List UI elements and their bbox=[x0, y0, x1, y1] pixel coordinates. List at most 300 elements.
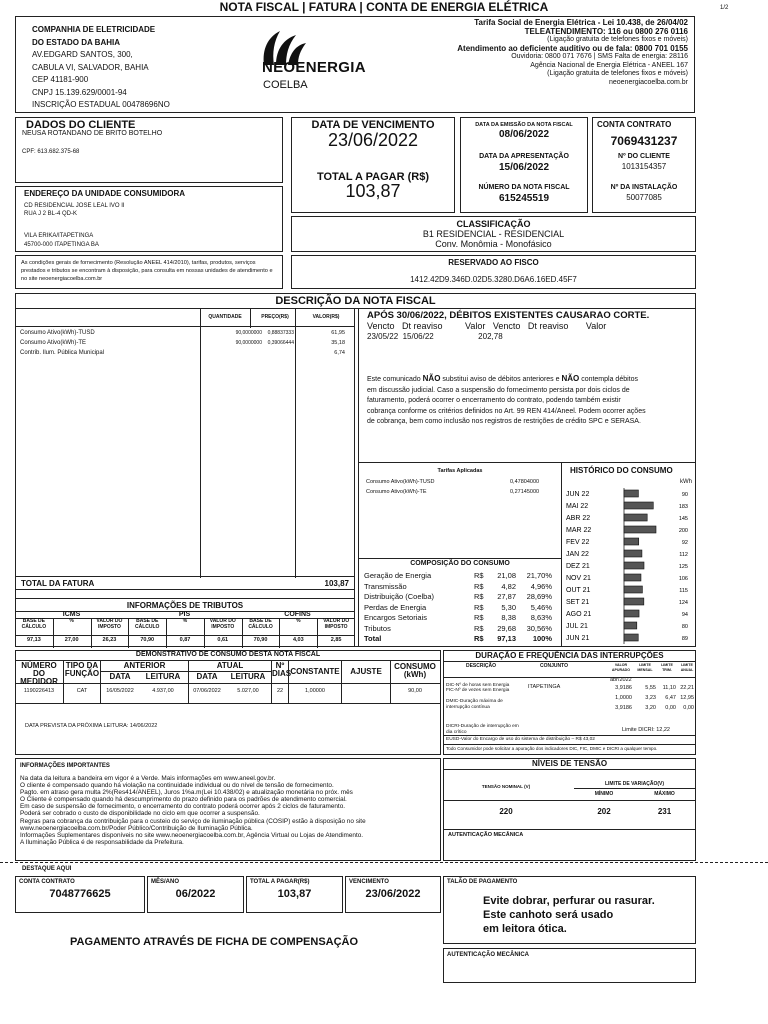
history-chart bbox=[562, 462, 696, 647]
int-desc: DMIC-Duração máxima de interrupção contínua bbox=[446, 699, 503, 710]
voltage-max-label: MÁXIMO bbox=[654, 791, 675, 797]
chart-category-label: NOV 21 bbox=[566, 575, 591, 582]
tax-col-head: VALOR DO IMPOSTO bbox=[209, 618, 236, 630]
tax-col-head: % bbox=[69, 618, 74, 624]
chart-bar bbox=[624, 622, 637, 629]
int-desc: FIC-Nº de vezes sem Energia bbox=[446, 688, 510, 693]
chart-category-label: JUN 22 bbox=[566, 491, 590, 498]
comp-currency: R$ bbox=[474, 592, 484, 601]
conditions-box bbox=[15, 255, 283, 289]
tax-group-cofins: COFINS bbox=[284, 611, 311, 618]
emission-date: 08/06/2022 bbox=[498, 129, 550, 140]
chart-value-label: 145 bbox=[678, 516, 688, 522]
divider bbox=[15, 635, 355, 636]
tax-value: 70,90 bbox=[253, 637, 268, 643]
voltage-title: NÍVEIS DE TENSÃO bbox=[531, 759, 608, 768]
comp-name: Distribuição (Coelba) bbox=[364, 592, 435, 601]
tariff-name: Consumo Ativo(kWh)-TUSD bbox=[366, 479, 435, 485]
chart-bar bbox=[624, 514, 647, 521]
cut-label: DESTAQUE AQUI bbox=[22, 866, 72, 872]
address-zip: 45700-000 ITAPETINGA BA bbox=[24, 242, 99, 248]
header-box bbox=[15, 16, 695, 113]
tax-col-head: % bbox=[182, 618, 188, 624]
total-label: TOTAL DA FATURA bbox=[21, 579, 95, 588]
voltage-min: 202 bbox=[597, 807, 611, 816]
tax-col-head: BASE DE CÁLCULO bbox=[21, 618, 47, 630]
comp-currency: R$ bbox=[474, 634, 484, 643]
contract-label: CONTA CONTRATO bbox=[597, 120, 672, 129]
comp-value: 29,68 bbox=[497, 623, 516, 633]
company-address: AV.EDGARD SANTOS, 300, CABULA VI, SALVADOR, BAHIA CEP 41181-900 CNPJ 15.139.629/0001-94 INSCRIÇÃO ESTADUAL 00478696NO bbox=[32, 50, 170, 109]
info-line: Pagto. em atraso gera multa 2%(Res414/ANEEL), Juros 1%a.m(Lei 10.438/02) e atualização monetária no próx. mês bbox=[20, 789, 353, 797]
classification-label: CLASSIFICAÇÃO bbox=[456, 219, 531, 229]
meter-prev-read: 4.937,00 bbox=[152, 688, 174, 694]
stub-month bbox=[147, 876, 244, 913]
stub-auth-box bbox=[443, 948, 696, 983]
chart-bar bbox=[624, 586, 642, 593]
tax-col-head: VALOR DO IMPOSTO bbox=[323, 618, 350, 630]
item-value: 6,74 bbox=[334, 350, 345, 356]
talao-label: TALÃO DE PAGAMENTO bbox=[447, 879, 518, 885]
cut-line bbox=[0, 862, 768, 863]
info-box bbox=[15, 758, 441, 861]
chart-title: HISTÓRICO DO CONSUMO bbox=[570, 466, 673, 475]
comp-currency: R$ bbox=[474, 623, 484, 633]
tariffs-title: Tarifas Aplicadas bbox=[437, 468, 483, 474]
table-row bbox=[20, 330, 352, 340]
voltage-min-label: MÍNIMO bbox=[594, 791, 614, 797]
tax-value: 26,23 bbox=[102, 637, 117, 643]
notice-text-part: Este comunicado bbox=[367, 376, 423, 383]
comp-pct: 100% bbox=[532, 634, 552, 643]
tax-group-icms: ICMS bbox=[62, 611, 81, 618]
comp-name: Encargos Setoriais bbox=[364, 613, 427, 622]
divider bbox=[444, 677, 695, 678]
comp-pct: 30,56% bbox=[526, 623, 552, 633]
tax-value: 4,03 bbox=[292, 637, 304, 643]
int-year-limit: 22,21 bbox=[680, 685, 694, 691]
talao-line: Este canhoto será usado bbox=[483, 909, 614, 921]
classification-type: Conv. Monômia - Monofásico bbox=[435, 239, 552, 249]
voltage-box bbox=[443, 758, 696, 861]
chart-bar bbox=[624, 538, 639, 545]
notice-box bbox=[358, 308, 696, 462]
invoice-number-label: NÚMERO DA NOTA FISCAL bbox=[478, 184, 570, 191]
tax-value: 27,00 bbox=[64, 637, 79, 643]
int-trim-limit: 6,47 bbox=[665, 695, 676, 701]
tax-col-head: % bbox=[296, 618, 301, 624]
comp-pct: 21,70% bbox=[526, 571, 552, 580]
table-row bbox=[20, 350, 352, 360]
int-month-limit: 5,55 bbox=[645, 685, 656, 691]
comp-currency: R$ bbox=[474, 602, 484, 612]
fisco-box bbox=[291, 255, 696, 289]
comp-name: Perdas de Energia bbox=[364, 602, 427, 612]
address-line: CD RESIDENCIAL JOSE LEAL IVO II bbox=[24, 203, 125, 209]
stub-due bbox=[345, 876, 441, 913]
info-line: O Cliente é compensado quando há descumprimento do prazo definido para os padrões de atendimento comercial. bbox=[20, 796, 347, 804]
meter-title: DEMONSTRATIVO DE CONSUMO DESTA NOTA FISCAL bbox=[135, 651, 321, 658]
divider bbox=[444, 800, 695, 801]
chart-category-label: AGO 21 bbox=[566, 611, 592, 618]
divider bbox=[444, 769, 695, 770]
chart-bar bbox=[624, 550, 642, 557]
item-value: 61,95 bbox=[331, 330, 345, 336]
conditions-text: As condições gerais de fornecimento (Resolução ANEEL 414/2010), tarifas, produtos, serviços prestados e tributos se encontram à disposição, para consulta em nossas unidades de atendimento e no site neoenergiacoelba.com.br bbox=[21, 260, 273, 282]
tax-col-head: BASE DE CÁLCULO bbox=[248, 618, 273, 630]
next-reading: DATA PREVISTA DA PRÓXIMA LEITURA: 14/06/2022 bbox=[25, 723, 158, 729]
divider bbox=[128, 618, 129, 648]
stub-total-label: TOTAL A PAGAR(R$) bbox=[250, 879, 310, 885]
int-month: abr/2022 bbox=[610, 677, 632, 683]
int-dicri: DICRI-Duração de interrupção em dia crítico bbox=[446, 724, 519, 735]
dates-box bbox=[460, 117, 588, 213]
chart-unit: kWh bbox=[680, 479, 692, 485]
notice-text bbox=[367, 374, 647, 428]
brand-logo: NEOENERGIA bbox=[262, 59, 366, 76]
stub-total-value: 103,87 bbox=[277, 888, 312, 900]
chart-bar bbox=[624, 490, 638, 497]
composition-box bbox=[358, 558, 562, 647]
voltage-nominal: 220 bbox=[499, 807, 513, 816]
divider bbox=[444, 735, 695, 736]
notice-text-part: contempla débitos em discussão judicial. Caso a suspensão do fornecimento persista por dois ciclos de faturamento, poderá ocorrer o encerramento do contrato, podendo também existir cobrança conforme os critérios definidos no Art. 99 REN 414/Aneel. Podem ocorrer ações de cobrança, bem como inclusão nos registros de restrições de crédito SPC e SERASA. bbox=[367, 376, 646, 425]
meter-col-const: CONSTANTE bbox=[290, 667, 340, 676]
meter-col-cons: CONSUMO (kWh) bbox=[394, 662, 436, 679]
voltage-nominal-label: TENSÃO NOMINAL (V) bbox=[481, 784, 531, 789]
chart-bar bbox=[624, 562, 644, 569]
stub-auth-label: AUTENTICAÇÃO MECÂNICA bbox=[447, 952, 529, 958]
presentation-date: 15/06/2022 bbox=[498, 162, 550, 173]
int-col-year: LIMITE ANUAL bbox=[680, 663, 694, 672]
chart-category-label: OUT 21 bbox=[566, 587, 591, 594]
meter-days: 22 bbox=[276, 688, 284, 694]
tax-value: 97,13 bbox=[27, 637, 41, 643]
interruptions-title: DURAÇÃO E FREQUÊNCIA DAS INTERRUPÇÕES bbox=[475, 651, 664, 660]
client-title: DADOS DO CLIENTE bbox=[26, 119, 136, 131]
divider bbox=[250, 308, 251, 328]
chart-value-label: 183 bbox=[678, 504, 688, 510]
meter-cons: 90,00 bbox=[408, 688, 422, 694]
client-name: NEUSA ROTANDANO DE BRITO BOTELHO bbox=[22, 130, 163, 137]
item-desc: Consumo Ativo(kWh)-TE bbox=[20, 340, 87, 346]
voltage-max: 231 bbox=[657, 807, 672, 816]
auth-label: AUTENTICAÇÃO MECÂNICA bbox=[448, 832, 524, 838]
address-box bbox=[15, 186, 283, 252]
stub-month-label: MÊS/ANO bbox=[151, 879, 180, 885]
chart-category-label: JUN 21 bbox=[566, 635, 590, 642]
emission-label: DATA DA EMISSÃO DA NOTA FISCAL bbox=[475, 122, 573, 128]
meter-col-date: DATA bbox=[109, 672, 131, 681]
comp-value: 8,38 bbox=[501, 613, 516, 622]
info-line: Poderá ser cobrado o custo de disponibilidade no ciclo em que ocorrer a suspensão. bbox=[20, 810, 260, 818]
tax-columns bbox=[15, 618, 355, 648]
install-label: Nº DA INSTALAÇÃO bbox=[610, 184, 678, 191]
chart-category-label: SET 21 bbox=[566, 599, 590, 606]
comp-name: Total bbox=[364, 634, 382, 643]
contact-info: Tarifa Social de Energia Elétrica - Lei 10.438, de 26/04/02 TELEATENDIMENTO: 116 ou 0800 276 0116 (Ligação gratuita de telefones fixos e móveis) Atendimento ao deficiente auditivo ou de fala: 0800 701 0155 Ouvidoria: 0800 071 7676 | SMS Falta de energia: 28116 Agência Nacional de Energia Elétrica - ANEEL 167 (Ligação gratuita de telefones fixos e móveis) neoenergiacoelba.com.br bbox=[457, 18, 688, 86]
due-label: DATA DE VENCIMENTO bbox=[311, 119, 435, 131]
interruptions-box bbox=[443, 650, 696, 755]
fisco-code: 1412.42D9.346D.02D5.3280.D6A6.16ED.45F7 bbox=[410, 275, 577, 284]
meter-row bbox=[15, 684, 441, 704]
comp-currency: R$ bbox=[474, 613, 484, 622]
comp-value: 5,30 bbox=[501, 602, 516, 612]
meter-head bbox=[15, 660, 441, 684]
due-box bbox=[291, 117, 455, 213]
int-set: ITAPETINGA bbox=[528, 684, 561, 690]
talao-line: Evite dobrar, perfurar ou rasurar. bbox=[483, 895, 655, 907]
client-number: 1013154357 bbox=[621, 162, 667, 171]
meter-col-cur: ATUAL bbox=[216, 661, 244, 670]
chart-value-label: 115 bbox=[679, 588, 688, 594]
tariff-name: Consumo Ativo(kWh)-TE bbox=[366, 489, 427, 495]
int-trim-limit: 11,10 bbox=[662, 685, 676, 691]
stub-contract-value: 7048776625 bbox=[49, 888, 111, 900]
chart-value-label: 200 bbox=[678, 528, 688, 534]
invoice-number: 615245519 bbox=[498, 193, 550, 204]
int-value: 3,9186 bbox=[615, 705, 632, 711]
table-row bbox=[20, 340, 352, 350]
taxes-box bbox=[15, 598, 355, 647]
meter-const: 1,00000 bbox=[305, 688, 325, 694]
chart-value-label: 92 bbox=[681, 540, 688, 546]
chart-value-label: 106 bbox=[678, 576, 688, 582]
items-head bbox=[200, 308, 355, 328]
total-value: 103,87 bbox=[324, 579, 349, 588]
comp-currency: R$ bbox=[474, 581, 484, 591]
int-year-limit: 0,00 bbox=[683, 705, 694, 711]
stub-contract-label: CONTA CONTRATO bbox=[19, 879, 75, 885]
description-title: DESCRIÇÃO DA NOTA FISCAL bbox=[275, 295, 436, 307]
chart-value-label: 125 bbox=[678, 564, 688, 570]
info-line: Na data da leitura a bandeira em vigor é a Verde. Mais informações em www.aneel.gov.br. bbox=[20, 775, 276, 782]
meter-col-reading: LEITURA bbox=[145, 672, 181, 681]
classification-box bbox=[291, 216, 696, 252]
chart-value-label: 124 bbox=[678, 600, 688, 606]
item-desc: Consumo Ativo(kWh)-TUSD bbox=[20, 330, 95, 336]
tariff-value: 0,47804000 bbox=[510, 479, 540, 485]
comp-pct: 8,63% bbox=[530, 613, 552, 622]
divider bbox=[242, 618, 243, 648]
contract-number: 7069431237 bbox=[610, 134, 678, 148]
info-line: O cliente é compensado quando há violação na continuidade individual ou do nível de tensão de fornecimento. bbox=[20, 782, 334, 790]
stub-contract bbox=[15, 876, 145, 913]
chart-value-label: 112 bbox=[679, 552, 688, 558]
presentation-label: DATA DA APRESENTAÇÃO bbox=[479, 153, 569, 160]
int-eusd: EUSD-Valor do Encargo de uso do sistema de distribuição – R$ 43,02 bbox=[446, 737, 595, 742]
col-price: PREÇO(R$) bbox=[261, 314, 289, 320]
chart-value-label: 80 bbox=[681, 624, 688, 630]
meter-col-reading: LEITURA bbox=[230, 672, 266, 681]
chart-value-label: 94 bbox=[681, 612, 688, 618]
comp-pct: 4,96% bbox=[530, 581, 552, 591]
notice-head: Vencto Dt reaviso Valor Vencto Dt reaviso Valor bbox=[367, 321, 607, 331]
meter-func: CAT bbox=[76, 688, 88, 694]
tariffs-box bbox=[358, 462, 562, 558]
item-value: 35,18 bbox=[331, 340, 345, 346]
int-month-limit: 3,23 bbox=[645, 695, 656, 701]
int-month-limit: 3,20 bbox=[645, 705, 656, 711]
divider bbox=[341, 684, 342, 703]
composition-row bbox=[364, 592, 558, 603]
meter-col-date: DATA bbox=[196, 672, 218, 681]
chart-category-label: MAR 22 bbox=[566, 527, 592, 534]
meter-cur-read: 5.027,00 bbox=[237, 688, 259, 694]
int-col-desc: DESCRIÇÃO bbox=[465, 663, 496, 669]
brand-sub: COELBA bbox=[263, 79, 308, 91]
comp-name: Tributos bbox=[364, 623, 391, 633]
classification-class: B1 RESIDENCIAL - RESIDENCIAL bbox=[422, 229, 565, 239]
contract-box bbox=[592, 117, 696, 213]
address-city: VILA ERIKA/ITAPETINGA bbox=[24, 233, 94, 239]
tax-value: 0,61 bbox=[217, 637, 229, 643]
chart-category-label: JUL 21 bbox=[566, 623, 588, 630]
comp-value: 97,13 bbox=[497, 634, 516, 643]
comp-name: Transmissão bbox=[364, 581, 407, 591]
col-value: VALOR(R$) bbox=[312, 314, 340, 320]
chart-bar bbox=[624, 502, 653, 509]
int-year-limit: 12,95 bbox=[680, 695, 694, 701]
notice-text-part: substitui aviso de débitos anteriores e bbox=[440, 376, 562, 383]
install-number: 50077085 bbox=[626, 193, 662, 202]
client-cpf: CPF: 613.682.375-68 bbox=[22, 149, 80, 155]
composition-row bbox=[364, 624, 558, 635]
composition-rows bbox=[364, 571, 558, 645]
tax-group-pis: PIS bbox=[178, 611, 191, 618]
due-date: 23/06/2022 bbox=[327, 130, 419, 150]
notice-emphasis: NÃO bbox=[561, 374, 580, 383]
divider bbox=[204, 618, 205, 648]
meter-col-num: NÚMERO DO MEDIDOR bbox=[20, 661, 58, 686]
notice-row: 23/05/22 15/06/22 202,78 bbox=[367, 332, 503, 341]
composition-row bbox=[364, 613, 558, 624]
info-line: A Iluminação Pública é de responsabilidade da Prefeitura. bbox=[20, 838, 184, 846]
int-value: 3,9186 bbox=[615, 685, 632, 691]
composition-row bbox=[364, 571, 558, 582]
tax-col-head: VALOR DO IMPOSTO bbox=[96, 618, 123, 630]
comp-value: 27,87 bbox=[497, 592, 516, 601]
chart-value-label: 90 bbox=[681, 492, 688, 498]
comp-value: 21,08 bbox=[497, 571, 516, 580]
pay-label: TOTAL A PAGAR (R$) bbox=[316, 171, 430, 183]
stub-due-value: 23/06/2022 bbox=[365, 888, 421, 900]
divider bbox=[444, 744, 695, 745]
composition-row bbox=[364, 634, 558, 645]
info-title: INFORMAÇÕES IMPORTANTES bbox=[20, 763, 110, 769]
divider bbox=[279, 618, 280, 648]
items-list bbox=[20, 330, 352, 360]
tax-value: 2,85 bbox=[330, 637, 342, 643]
chart-bar bbox=[624, 574, 641, 581]
meter-cur-date: 07/06/2022 bbox=[193, 688, 221, 694]
item-qty: 90,0000000 bbox=[235, 330, 262, 336]
chart-bar bbox=[624, 598, 644, 605]
page-number: 1/2 bbox=[720, 5, 729, 11]
tax-value: 0,87 bbox=[179, 637, 191, 643]
chart-category-label: FEV 22 bbox=[566, 539, 590, 546]
stub-due-label: VENCIMENTO bbox=[349, 879, 389, 885]
divider bbox=[166, 618, 167, 648]
int-desc: DIC-Nº de horas sem Energia bbox=[446, 683, 510, 688]
int-trim-limit: 0,00 bbox=[665, 705, 676, 711]
address-line: RUA J 2 BL-4 QD-K bbox=[24, 211, 78, 217]
talao-box bbox=[443, 876, 696, 944]
total-row bbox=[15, 576, 355, 590]
info-line: Informações Suplementares disponíveis no site www.neoenergiacoelba.com.br, Agência Virtual ou Lojas de Atendimento. bbox=[20, 831, 364, 839]
divider bbox=[574, 788, 695, 789]
composition-row bbox=[364, 582, 558, 593]
info-lines bbox=[20, 775, 440, 846]
int-col-month: LIMITE MENSAL bbox=[637, 663, 653, 672]
divider bbox=[91, 618, 92, 648]
info-line: Em caso de suspensão de fornecimento, o encerramento do contrato poderá ocorrer após 2 ciclos de faturamento. bbox=[20, 803, 346, 811]
chart-bar bbox=[624, 610, 639, 617]
talao-text bbox=[483, 894, 655, 936]
meter-col-func: TIPO DA FUNÇÃO bbox=[64, 661, 100, 678]
notice-title: APÓS 30/06/2022, DÉBITOS EXISTENTES CAUSARAO CORTE. bbox=[367, 310, 650, 321]
int-dicri-limit: Limite DICRI: 12,22 bbox=[622, 727, 670, 733]
col-qty: QUANTIDADE bbox=[208, 314, 242, 320]
client-number-label: Nº DO CLIENTE bbox=[618, 153, 670, 160]
chart-category-label: MAI 22 bbox=[566, 503, 589, 510]
chart-category-label: DEZ 21 bbox=[566, 563, 590, 570]
int-col-trim: LIMITE TRIM. bbox=[661, 663, 673, 672]
voltage-limit-label: LIMITE DE VARIAÇÃO(V) bbox=[604, 781, 665, 787]
comp-pct: 5,46% bbox=[530, 602, 552, 612]
chart-category-label: ABR 22 bbox=[566, 515, 591, 522]
tax-col-head: BASE DE CÁLCULO bbox=[134, 618, 160, 630]
notice-emphasis: NÃO bbox=[422, 374, 441, 383]
chart-bar bbox=[624, 634, 638, 641]
chart-category-label: JAN 22 bbox=[566, 551, 589, 558]
taxes-title: INFORMAÇÕES DE TRIBUTOS bbox=[126, 601, 244, 610]
comp-pct: 28,69% bbox=[526, 592, 552, 601]
divider bbox=[444, 829, 695, 830]
int-note: Todo Consumidor pode solicitar a apuração dos indicadores DIC, FIC, DMIC e DICRI a qualquer tempo. bbox=[446, 746, 658, 751]
tax-value: 70,90 bbox=[140, 637, 155, 643]
divider bbox=[444, 661, 695, 662]
comp-name: Geração de Energia bbox=[364, 571, 432, 580]
stub-total bbox=[246, 876, 343, 913]
comp-value: 4,82 bbox=[501, 581, 516, 591]
client-box bbox=[15, 117, 283, 183]
meter-col-adj: AJUSTE bbox=[350, 667, 382, 676]
pay-amount: 103,87 bbox=[345, 181, 401, 201]
int-col-value: VALOR APURADO bbox=[611, 663, 631, 672]
composition-title: COMPOSIÇÃO DO CONSUMO bbox=[410, 560, 510, 567]
history-bars bbox=[562, 488, 696, 646]
item-qty: 90,0000000 bbox=[235, 340, 262, 346]
item-desc: Contrib. Ilum. Pública Municipal bbox=[20, 350, 105, 356]
meter-col-days: Nº DIAS bbox=[272, 661, 292, 678]
meter-number: 1190226413 bbox=[23, 688, 55, 694]
stub-month-value: 06/2022 bbox=[175, 888, 216, 900]
composition-row bbox=[364, 603, 558, 614]
document-title: NOTA FISCAL | FATURA | CONTA DE ENERGIA ELÉTRICA bbox=[219, 0, 549, 14]
info-line: www.neoenergiacoelba.com.br/Poder Público/Contribuição de Iluminação Pública. bbox=[20, 824, 253, 832]
tariff-value: 0,27145000 bbox=[510, 489, 540, 495]
int-value: 1,0000 bbox=[615, 695, 632, 701]
talao-line: em leitora ótica. bbox=[483, 923, 567, 935]
divider bbox=[317, 618, 318, 648]
divider bbox=[53, 618, 54, 648]
fisco-label: RESERVADO AO FISCO bbox=[448, 258, 539, 267]
item-price: 0,39066444 bbox=[267, 340, 294, 346]
address-title: ENDEREÇO DA UNIDADE CONSUMIDORA bbox=[24, 189, 186, 198]
chart-value-label: 89 bbox=[681, 636, 688, 642]
info-line: Regras para cobrança da contribuição para o custeio do serviço de iluminação pública (COSIP) estão à disposição no site bbox=[20, 817, 366, 825]
